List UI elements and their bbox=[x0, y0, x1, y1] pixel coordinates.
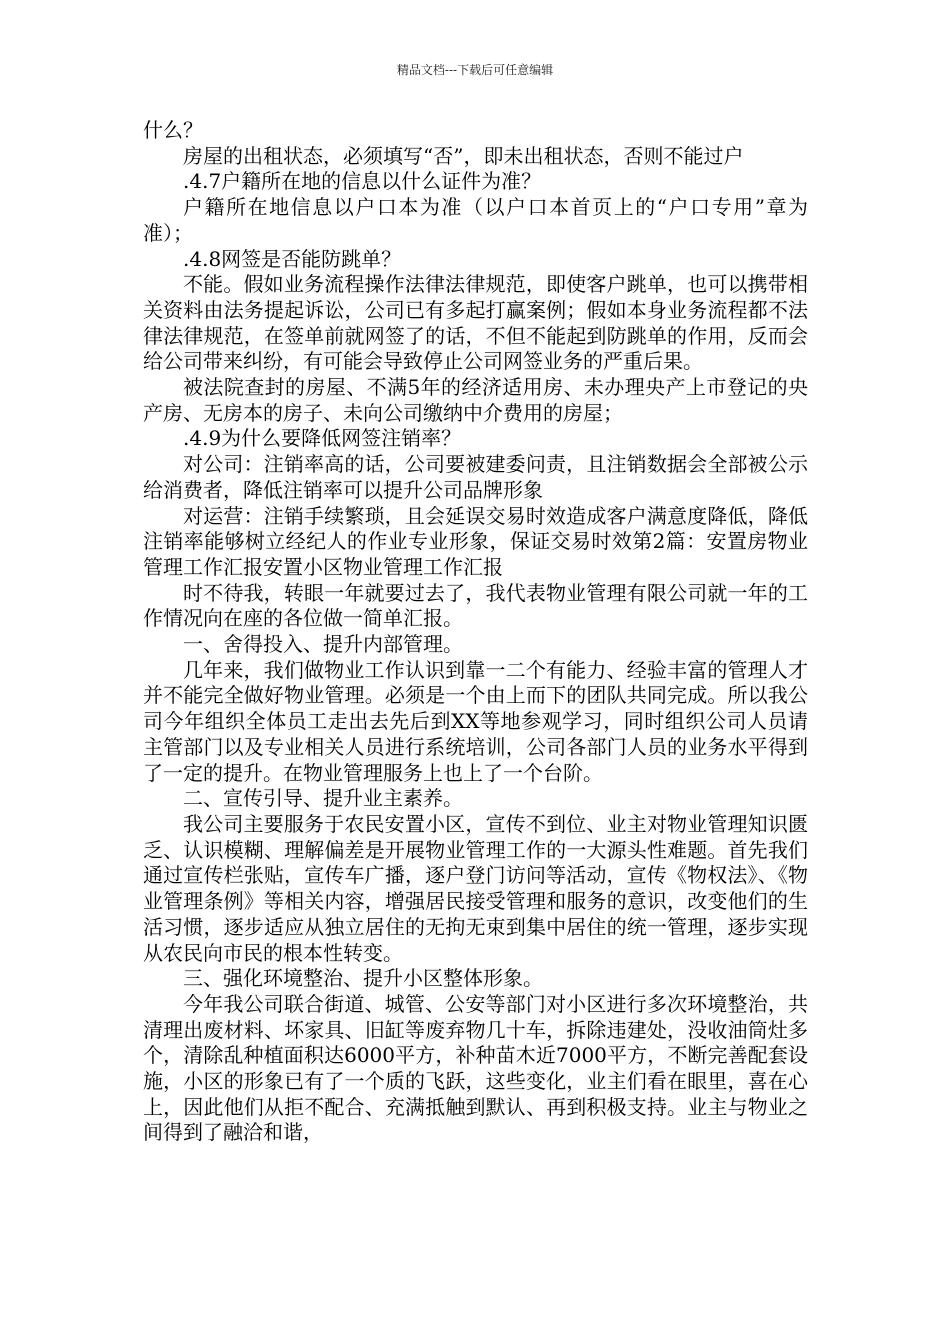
section-heading: 三、强化环境整治、提升小区整体形象。 bbox=[183, 966, 543, 991]
document-body bbox=[143, 118, 808, 1146]
paragraph: 今年我公司联合街道、城管、公安等部门对小区进行多次环境整治，共清理出废材料、坏家具、旧缸等废弃物几十车，拆除违建处，没收油筒灶多个，清除乱种植面积达6000平方，补种苗木近7000平方，不断完善配套设施，小区的形象已有了一个质的飞跃，这些变化，业主们看在眼里，喜在心上，因此他们从拒不配合、充满抵触到默认、再到积极支持。业主与物业之间得到了融洽和谐， bbox=[143, 991, 808, 1145]
paragraph: 户籍所在地信息以户口本为准（以户口本首页上的“户口专用”章为准）； bbox=[143, 195, 808, 245]
section-question: .4.9为什么要降低网签注销率？ bbox=[183, 426, 462, 451]
section-question: .4.7户籍所在地的信息以什么证件为准？ bbox=[183, 169, 542, 194]
paragraph: 我公司主要服务于农民安置小区，宣传不到位、业主对物业管理知识匮乏、认识模糊、理解偏差是开展物业管理工作的一大源头性难题。首先我们通过宣传栏张贴，宣传车广播，逐户登门访问等活动，宣传《物权法》、《物业管理条例》等相关内容，增强居民接受管理和服务的意识，改变他们的生活习惯，逐步适应从独立居住的无拘无束到集中居住的统一管理，逐步实现从农民向市民的根本性转变。 bbox=[143, 811, 808, 965]
paragraph: 对运营：注销手续繁琐，且会延误交易时效造成客户满意度降低，降低注销率能够树立经纪人的作业专业形象，保证交易时效第2篇：安置房物业管理工作汇报安置小区物业管理工作汇报 bbox=[143, 503, 808, 579]
section-heading: 二、宣传引导、提升业主素养。 bbox=[183, 786, 463, 811]
paragraph: 不能。假如业务流程操作法律法律规范，即使客户跳单，也可以携带相关资料由法务提起诉讼，公司已有多起打赢案例；假如本身业务流程都不法律法律规范，在签单前就网签了的话，不但不能起到防跳单的作用，反而会给公司带来纠纷，有可能会导致停止公司网签业务的严重后果。 bbox=[143, 272, 808, 374]
paragraph-continuation: 什么？ bbox=[143, 118, 203, 142]
paragraph: 对公司：注销率高的话，公司要被建委问责，且注销数据会全部被公示给消费者，降低注销率可以提升公司品牌形象 bbox=[143, 452, 808, 502]
section-heading: 一、舍得投入、提升内部管理。 bbox=[183, 632, 463, 657]
paragraph: 时不待我，转眼一年就要过去了，我代表物业管理有限公司就一年的工作情况向在座的各位做一简单汇报。 bbox=[143, 580, 808, 631]
section-question: .4.8网签是否能防跳单？ bbox=[183, 246, 402, 271]
page-header: 精品文档---下载后可任意编辑 bbox=[396, 63, 554, 77]
paragraph: 几年来，我们做物业工作认识到靠一二个有能力、经验丰富的管理人才并不能完全做好物业管理。必须是一个由上而下的团队共同完成。所以我公司今年组织全体员工走出去先后到XX等地参观学习，同时组织公司人员请主管部门以及专业相关人员进行系统培训，公司各部门人员的业务水平得到了一定的提升。在物业管理服务上也上了一个台阶。 bbox=[143, 657, 808, 785]
paragraph: 房屋的出租状态，必须填写“否”，即未出租状态，否则不能过户 bbox=[183, 143, 744, 168]
paragraph: 被法院查封的房屋、不满5年的经济适用房、未办理央产上市登记的央产房、无房本的房子、未向公司缴纳中介费用的房屋； bbox=[143, 375, 808, 425]
